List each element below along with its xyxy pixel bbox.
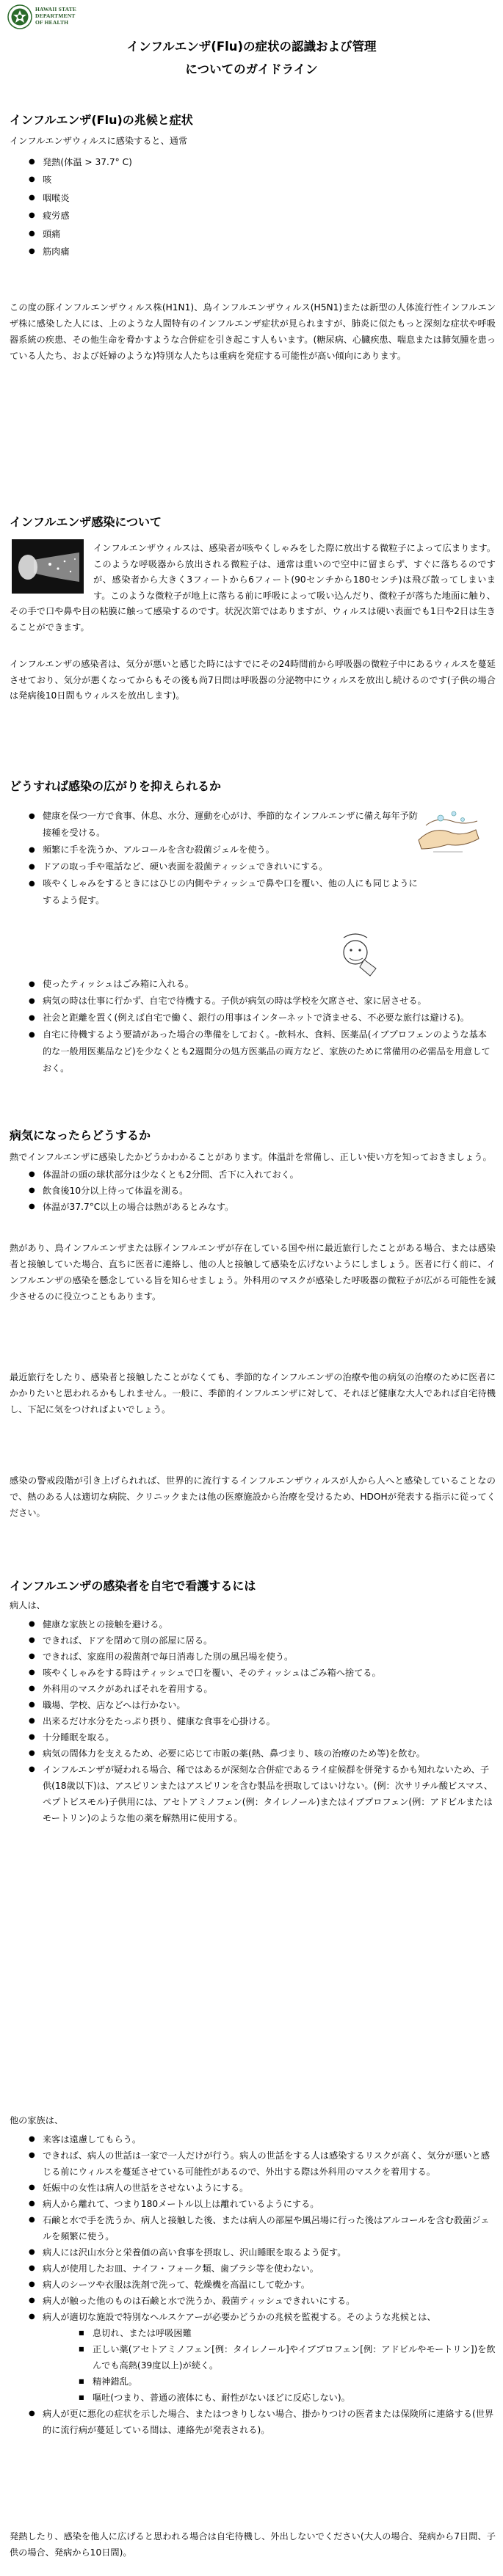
transmission-paragraph-1: インフルエンザウィルスは、感染者が咳やくしゃみをした際に放出する微粒子によって広まります。このような呼吸器から放出される微粒子は、通常は重いので空中に留まらず、すぐに落ちるのですが、感染者から大きく3フィートから6フィート(90センチから180センチ)は飛び散ってしまいます。このような微粒子が地上に落ちる前に呼吸によって吸い込んだり、微粒子が落ちた地面に触り、その手で口や鼻や目の粘膜に触って感染するのです。状況次第ではありますが、ウィルスは硬い表面でも1日や2日は生きることができます。: [10, 543, 496, 632]
title-line-2: についてのガイドライン: [185, 62, 318, 76]
list-item: ● 頻繁に手を洗うか、アルコールを含む殺菌ジェルを使う。: [10, 842, 421, 858]
closing-paragraph: 発熱したり、感染を他人に広げると思われる場合は自宅待機し、外出しないでください(大人の場合、発病から7日間、子供の場合、発病から10日間)。: [10, 2531, 496, 2558]
homecare-family-block: [10, 2113, 496, 2438]
homecare-signs-list: [59, 2325, 496, 2406]
list-item: ■ 正しい薬(アセトアミノフェン[例：タイレノール]やイブプロフェン[例：アドビルやモートリン])を飲んでも高熱(39度以上)が続く。: [59, 2341, 496, 2374]
logo-line: DEPARTMENT: [35, 12, 76, 19]
list-item: ● 健康な家族との接触を避ける。: [10, 1616, 496, 1632]
list-item: ● 咳やくしゃみをするときにはひじの内側やティッシュで鼻や口を覆い、他の人にも同じようにするよう促す。: [10, 875, 421, 909]
prevention-list-2: [10, 976, 496, 1077]
list-item: ● できれば、ドアを閉めて別の部屋に居る。: [10, 1632, 496, 1649]
list-item: ● できれば、家庭用の殺菌剤で毎日消毒した別の風呂場を使う。: [10, 1649, 496, 1665]
list-item: ● 自宅に待機するよう要請があった場合の準備をしておく。-飲料水、食料、医薬品(イブプロフェンのような基本的な一般用医薬品など)を少なくとも2週間分の処方医薬品の両方など、家族のために常備用の必需品を用意しておく。: [10, 1026, 496, 1077]
transmission-paragraph-2-block: [10, 657, 496, 704]
symptoms-paragraph-block: [10, 299, 496, 364]
list-item: ● 体温計の頭の球状部分は少なくとも2分間、舌下に入れておく。: [10, 1167, 496, 1183]
prevention-section: [10, 778, 496, 795]
list-item: ● 病人のシーツや衣服は洗剤で洗って、乾燥機を高温にして乾かす。: [10, 2277, 496, 2293]
list-item: ● 来客は遠慮してもらう。: [10, 2131, 496, 2148]
list-item: ● 病人から離れて、つまり180メートル以上は離れているようにする。: [10, 2196, 496, 2212]
list-item: ● 病人が触った他のものは石鹸と水で洗うか、殺菌ティッシュできれいにする。: [10, 2293, 496, 2309]
section-heading: どうすれば感染の広がりを抑えられるか: [10, 779, 222, 793]
list-item: ● 病人が更に悪化の症状を示した場合、またはつきりしない場合、掛かりつけの医者または保険所に連絡する(世界的に流行病が蔓延している間は、連絡先が発表される)。: [10, 2406, 496, 2438]
float-spacer: [10, 541, 93, 599]
prevention-list-2-block: [10, 976, 496, 1077]
section-heading: インフルエンザの感染者を自宅で看護するには: [10, 1579, 256, 1593]
homecare-family-list: [10, 2131, 496, 2325]
list-item: ● 頭痛: [10, 225, 496, 244]
ifsick-paragraph-1: 熱があり、鳥インフルエンザまたは豚インフルエンザが存在している国や州に最近旅行したことがある場合、または感染者と接触していた場合、直ちに医者に連絡し、他の人と接触して感染を広げないようにしましょう。医者に行く前に、インフルエンザの感染を懸念している旨を知らせましょう。外科用のマスクが感染した呼吸器の微粒子が広がる可能性を減少させるのに役立つこともあります。: [10, 1243, 496, 1302]
list-item: ● 十分睡眠を取る。: [10, 1729, 496, 1745]
list-item: ● インフルエンザが疑われる場合、稀ではあるが深刻な合併症であるライ症候群を併発するかも知れないため、子供(18歳以下)は、アスピリンまたはアスピリンを含む製品を摂取してはいけない。(例：次サリチル酸ビスマス、ペプトビスモル)子供用には、アセトアミノフェン(例：タイレノール)またはイブプロフェン(例：アドビルまたはモートリン)のような他の薬を解熱用に使用する。: [10, 1762, 496, 1826]
list-item: ● 社会と距離を置く(例えば自宅で働く、銀行の用事はインターネットで済ませる、不必要な旅行は避ける)。: [10, 1010, 496, 1026]
list-item: ● 石鹸と水で手を洗うか、病人と接触した後、または病人の部屋や風呂場に行った後はアルコールを含む殺菌ジェルを頻繁に使う。: [10, 2212, 496, 2244]
list-item: ● 外科用のマスクがあればそれを着用する。: [10, 1681, 496, 1697]
list-item: ● 咳やくしゃみをする時はティッシュで口を覆い、そのティッシュはごみ箱へ捨てる。: [10, 1665, 496, 1681]
ifsick-paragraph-1-block: [10, 1240, 496, 1305]
homecare-family-label: 他の家族は、: [10, 2115, 64, 2126]
list-item: ● 疲労感: [10, 207, 496, 225]
logo-line: HAWAII STATE: [35, 6, 77, 12]
list-item: ■ 精神錯乱。: [59, 2374, 496, 2390]
list-item: ● 筋肉痛: [10, 243, 496, 261]
homecare-section: [10, 1577, 496, 1826]
list-item: ■ 息切れ、または呼吸困難: [59, 2325, 496, 2341]
transmission-section: [10, 514, 496, 531]
list-item: ● 病気の間体力を支えるため、必要に応じて市販の薬(熱、鼻づまり、咳の治療のため等)を飲む。: [10, 1745, 496, 1762]
transmission-paragraph-2: インフルエンザの感染者は、気分が悪いと感じた時にはすでにその24時間前から呼吸器の微粒子中にあるウィルスを蔓延させており、気分が悪くなってからもその後も尚7日間は呼吸器の分泌物中にウィルスを放出し続けるのです(子供の場合は発病後10日間もウィルスを放出します)。: [10, 659, 496, 701]
list-item: ● 病人が使用したお皿、ナイフ・フォーク類、歯ブラシ等を使わない。: [10, 2261, 496, 2277]
symptoms-intro: インフルエンザウィルスに感染すると、通常: [10, 136, 188, 146]
page-title: [0, 35, 503, 81]
list-item: ● 咽喉炎: [10, 189, 496, 208]
list-item: ● 出来るだけ水分をたっぷり摂り、健康な食事を心掛ける。: [10, 1713, 496, 1729]
section-heading: インフルエンザ感染について: [10, 515, 162, 529]
list-item: ● 使ったティッシュはごみ箱に入れる。: [10, 976, 496, 993]
ifsick-paragraph-3: 感染の警戒段階が引き上げられれば、世界的に流行するインフルエンザウィルスが人から人へと感染していることなので、熱のある人は適切な病院、クリニックまたは他の医療施設から治療を受けるため、HDOHが発表する指示に従ってください。: [10, 1475, 496, 1518]
prevention-list-1-block: [10, 808, 421, 909]
ifsick-paragraph-2-block: [10, 1369, 496, 1417]
list-item: ● 咳: [10, 171, 496, 189]
title-line-1: インフルエンザ(Flu)の症状の認識および管理: [126, 40, 377, 54]
transmission-paragraph-block: [10, 541, 496, 635]
list-item: ● 職場、学校、店などへは行かない。: [10, 1697, 496, 1713]
ifsick-section: [10, 1127, 496, 1215]
homecare-sick-label: 病人は、: [10, 1600, 46, 1610]
list-item: ● 飲食後10分以上待って体温を測る。: [10, 1183, 496, 1199]
doh-logo: [7, 4, 32, 34]
section-heading: インフルエンザ(Flu)の兆候と症状: [10, 113, 193, 127]
symptoms-list: [10, 153, 496, 261]
ifsick-list: [10, 1167, 496, 1215]
list-item: ● 病人が適切な施設で特別なヘルスケアーが必要かどうかの兆候を監視する。そのような兆候とは、: [10, 2309, 496, 2325]
section-heading: 病気になったらどうするか: [10, 1128, 151, 1142]
list-item: ● 妊娠中の女性は病人の世話をさせないようにする。: [10, 2180, 496, 2196]
ifsick-intro: 熱でインフルエンザに感染したかどうかわかることがあります。体温計を常備し、正しい使い方を知っておきましょう。: [10, 1152, 492, 1162]
list-item: ■ 嘔吐(つまり、普通の液体にも、耐性がないほどに反応しない)。: [59, 2390, 496, 2406]
list-item: ● 病人には沢山水分と栄養価の高い食事を摂取し、沢山睡眠を取るよう促す。: [10, 2244, 496, 2261]
handwash-illustration: [411, 803, 485, 867]
seal-icon: [7, 4, 32, 29]
homecare-sick-list: [10, 1616, 496, 1826]
list-item: ● 発熱(体温 > 37.7° C): [10, 153, 496, 172]
list-item: ● 健康を保つ一方で食事、休息、水分、運動を心がけ、季節的なインフルエンザに備え毎年予防接種を受ける。: [10, 808, 421, 842]
ifsick-paragraph-3-block: [10, 1473, 496, 1521]
closing-block: [10, 2528, 496, 2561]
list-item: ● 体温が37.7°C以上の場合は熱があるとみなす。: [10, 1199, 496, 1215]
logo-text: [35, 6, 76, 26]
logo-line: OF HEALTH: [35, 19, 69, 26]
ifsick-paragraph-2: 最近旅行をしたり、感染者と接触したことがなくても、季節的なインフルエンザの治療や他の病気の治療のために医者にかかりたいと思われるかもしれません。一般に、季節的インフルエンザに対して、それほど健康な大人であれば自宅待機し、下記に気をつければよいでしょう。: [10, 1372, 496, 1415]
prevention-list-1: [10, 808, 421, 909]
list-item: ● ドアの取っ手や電話など、硬い表面を殺菌ティッシュできれいにする。: [10, 858, 421, 875]
symptoms-section: [10, 112, 496, 261]
list-item: ● 病気の時は仕事に行かず、自宅で待機する。子供が病気の時は学校を欠席させ、家に居させる。: [10, 993, 496, 1010]
homecare-last-list: [10, 2406, 496, 2438]
symptoms-paragraph: この度の豚インフルエンザウィルス株(H1N1)、鳥インフルエンザウィルス(H5N1)または新型の人体流行性インフルエンザ株に感染した人には、上のような人間特有のインフルエンザ症状が見られますが、肺炎に似たもっと深刻な症状や呼吸器系統の疾患、その他生命を脅かすような合併症を引き起こす人もいます。(糖尿病、心臓疾患、喘息または肺気腫を患っている人たち、および妊婦のような)特別な人たちは重病を発症する可能性が高い傾向にあります。: [10, 302, 496, 361]
list-item: ● できれば、病人の世話は一家で一人だけが行う。病人の世話をする人は感染するリスクが高く、気分が悪いと感じる前にウィルスを蔓延させている可能性があるので、外出する際は外科用のマスクを着用する。: [10, 2148, 496, 2180]
